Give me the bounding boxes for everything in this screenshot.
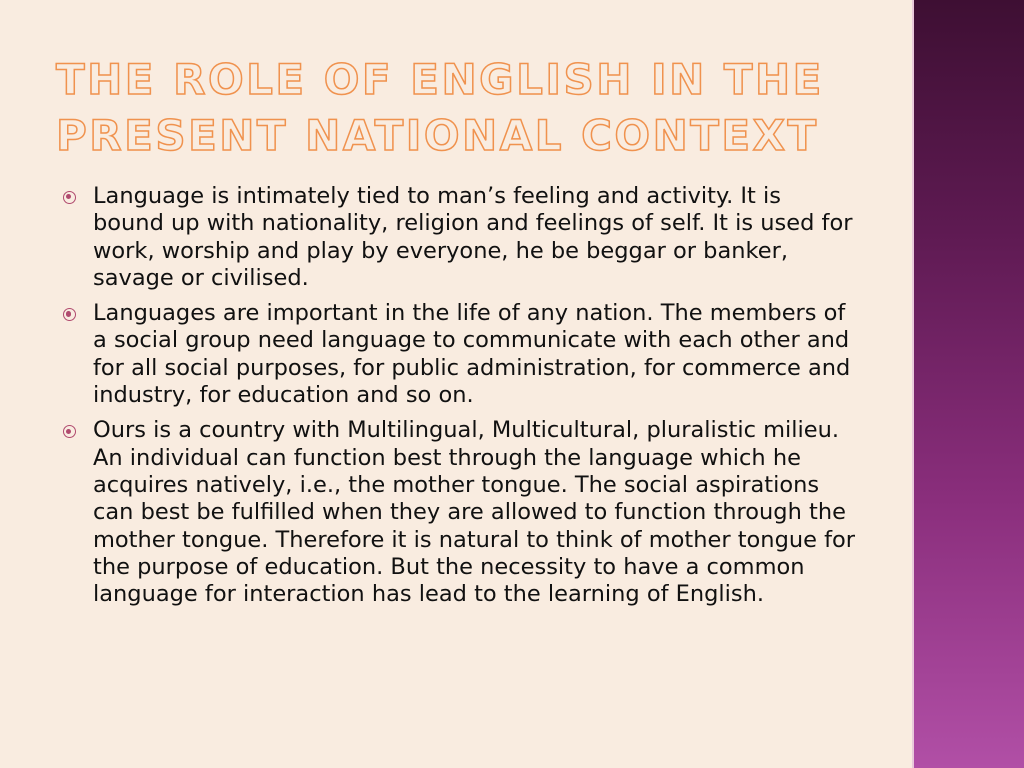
bullet-item (58, 417, 858, 608)
circle-dot-bullet-icon (63, 425, 76, 438)
circle-dot-bullet-icon (63, 191, 76, 204)
bullet-item (58, 300, 858, 409)
bullet-text: Language is intimately tied to man’s feeling and activity. It is bound up with nationality, religion and feelings of self. It is used for work, worship and play by everyone, he be beggar or banker, savage or civilised. (93, 183, 853, 291)
slide-title-line-2: PRESENT NATIONAL CONTEXT (56, 111, 819, 160)
bullet-list (58, 183, 858, 616)
decorative-side-panel (912, 0, 1024, 768)
bullet-text: Languages are important in the life of any nation. The members of a social group need language to communicate with each other and for all social purposes, for public administration, for commerce and industry, for education and so on. (93, 300, 851, 409)
slide-title (56, 52, 876, 164)
circle-dot-bullet-icon (63, 308, 76, 321)
slide-title-line-1: THE ROLE OF ENGLISH IN THE (56, 55, 824, 104)
bullet-item (58, 183, 858, 292)
bullet-text: Ours is a country with Multilingual, Multicultural, pluralistic milieu. An individual can function best through the language which he acquires natively, i.e., the mother tongue. The social aspirations can best be fulfilled when they are allowed to function through the mother tongue. Therefore it is natural to think of mother tongue for the purpose of education. But the necessity to have a common language for interaction has lead to the learning of English. (93, 417, 856, 608)
